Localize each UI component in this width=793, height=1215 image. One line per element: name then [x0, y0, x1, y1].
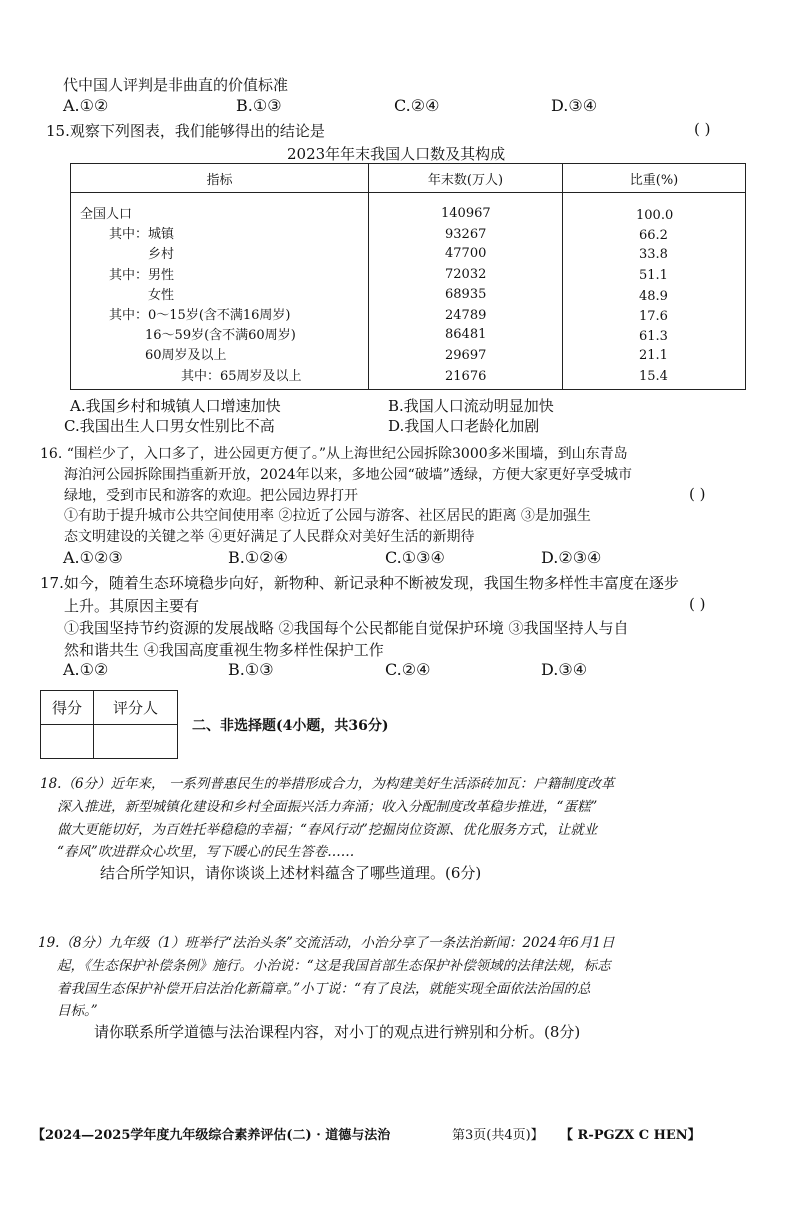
q15-option-d: D.我国人口老龄化加剧: [388, 417, 540, 435]
q17-option-b: B.①③: [228, 660, 274, 679]
q17-option-c: C.②④: [385, 660, 431, 679]
q15-option-c: C.我国出生人口男女性别比不高: [64, 417, 275, 435]
q15-answer-paren: ( ): [694, 120, 711, 138]
q17-line-1: 17.如今，随着生态环境稳步向好，新物种、新记录种不断被发现，我国生物多样性丰富度在逐步: [40, 574, 679, 592]
share-column: [563, 193, 745, 389]
q16-line-5: 态文明建设的关键之举 ④更好满足了人民群众对美好生活的新期待: [64, 529, 475, 545]
q16-option-a: A.①②③: [63, 548, 123, 567]
share-cell: 61.3: [639, 329, 668, 344]
q19-line-3: 着我国生态保护补偿开启法治化新篇章。”小丁说：“有了良法，就能实现全面依法治国的总: [57, 981, 591, 997]
q17-line-2: 上升。其原因主要有: [64, 597, 200, 615]
q14-option-d: D.③④: [551, 96, 598, 115]
count-cell: 24789: [445, 308, 487, 323]
q18-line-1: 18.（6分）近年来， 一系列普惠民生的举措形成合力，为构建美好生活添砖加瓦：户籍制度改革: [40, 776, 615, 792]
indicator-cell: 其中：男性: [109, 268, 175, 283]
q14-line: 代中国人评判是非曲直的价值标准: [63, 76, 289, 94]
q17-option-a: A.①②: [63, 660, 109, 679]
indicator-cell: 60周岁及以上: [145, 348, 227, 363]
header-share: 比重(%): [563, 164, 746, 193]
count-cell: 47700: [445, 246, 487, 261]
grader-label: 评分人: [94, 691, 178, 725]
indicator-cell: 16～59岁(含不满60周岁): [145, 328, 296, 343]
q15-table-title: 2023年年末我国人口数及其构成: [287, 145, 506, 163]
q18-line-4: “春风”吹进群众心坎里，写下暖心的民生答卷……: [57, 844, 355, 860]
count-cell: 21676: [445, 369, 487, 384]
count-cell: 68935: [445, 287, 487, 302]
indicator-cell: 其中：65周岁及以上: [181, 369, 302, 384]
q16-line-4: ①有助于提升城市公共空间使用率 ②拉近了公园与游客、社区居民的距离 ③是加强生: [64, 508, 591, 524]
q16-line-1: 16. “围栏少了，入口多了，进公园更方便了。”从上海世纪公园拆除3000多米围墙，到山东青岛: [40, 446, 628, 462]
indicator-cell: 乡村: [148, 247, 175, 262]
footer-title: 【2024—2025学年度九年级综合素养评估(二) · 道德与法治: [32, 1128, 391, 1143]
footer-page: 第3页(共4页)】: [452, 1128, 544, 1143]
score-input[interactable]: [41, 725, 94, 759]
indicator-column: [71, 193, 368, 389]
q18-prompt: 结合所学知识，请你谈谈上述材料蕴含了哪些道理。(6分): [100, 864, 482, 882]
share-cell: 15.4: [639, 369, 668, 384]
q15-option-a: A.我国乡村和城镇人口增速加快: [70, 397, 281, 415]
q17-line-4: 然和谐共生 ④我国高度重视生物多样性保护工作: [64, 641, 384, 659]
q17-option-d: D.③④: [541, 660, 588, 679]
q14-option-c: C.②④: [394, 96, 440, 115]
q16-option-c: C.①③④: [385, 548, 445, 567]
q16-answer-paren: ( ): [689, 485, 706, 503]
share-cell: 17.6: [639, 309, 668, 324]
share-cell: 51.1: [639, 268, 668, 283]
share-cell: 21.1: [639, 348, 668, 363]
q15-option-b: B.我国人口流动明显加快: [388, 397, 554, 415]
indicator-cell: 女性: [148, 288, 175, 303]
count-cell: 72032: [445, 267, 487, 282]
header-indicator: 指标: [71, 164, 369, 193]
share-cell: 66.2: [639, 228, 668, 243]
q14-option-b: B.①③: [236, 96, 282, 115]
indicator-cell: 全国人口: [80, 207, 133, 222]
q16-option-d: D.②③④: [541, 548, 602, 567]
grader-input[interactable]: [94, 725, 178, 759]
q18-line-3: 做大更能切好，为百姓托举稳稳的幸福；“春风行动”挖掘岗位资源、优化服务方式，让就业: [57, 822, 598, 838]
q14-option-a: A.①②: [63, 96, 109, 115]
share-cell: 100.0: [636, 208, 674, 223]
q19-line-2: 起，《生态保护补偿条例》施行。小治说：“这是我国首部生态保护补偿领域的法律法规，标志: [57, 958, 611, 974]
q17-line-3: ①我国坚持节约资源的发展战略 ②我国每个公民都能自觉保护环境 ③我国坚持人与自: [64, 619, 629, 637]
share-cell: 48.9: [639, 289, 668, 304]
population-table: [70, 163, 746, 390]
count-cell: 29697: [445, 348, 487, 363]
count-cell: 140967: [441, 206, 491, 221]
q16-line-2: 海泊河公园拆除围挡重新开放，2024年以来，多地公园“破墙”透绿，方便大家更好享受城市: [64, 467, 632, 483]
footer-code: 【 R-PGZX C HEN】: [560, 1128, 701, 1143]
count-cell: 93267: [445, 227, 487, 242]
q16-option-b: B.①②④: [228, 548, 288, 567]
count-cell: 86481: [445, 327, 487, 342]
q19-line-1: 19.（8分）九年级（1）班举行“法治头条”交流活动，小治分享了一条法治新闻：2024年6月1日: [38, 935, 615, 951]
count-column: [369, 193, 562, 389]
indicator-cell: 其中：城镇: [109, 227, 175, 242]
section-2-heading: 二、非选择题(4小题，共36分): [192, 718, 389, 734]
q17-answer-paren: ( ): [689, 595, 706, 613]
header-count: 年末数(万人): [369, 164, 563, 193]
indicator-cell: 其中：0～15岁(含不满16周岁): [109, 308, 291, 323]
score-box: [40, 690, 178, 759]
q18-line-2: 深入推进，新型城镇化建设和乡村全面振兴活力奔涌；收入分配制度改革稳步推进，“蛋糕”: [57, 799, 598, 815]
share-cell: 33.8: [639, 247, 668, 262]
q15-stem: 15.观察下列图表，我们能够得出的结论是: [46, 122, 325, 140]
q16-line-3: 绿地，受到市民和游客的欢迎。把公园边界打开: [64, 488, 358, 504]
q19-prompt: 请你联系所学道德与法治课程内容，对小丁的观点进行辨别和分析。(8分): [94, 1023, 581, 1041]
q19-line-4: 目标。”: [57, 1003, 98, 1019]
score-label: 得分: [41, 691, 94, 725]
